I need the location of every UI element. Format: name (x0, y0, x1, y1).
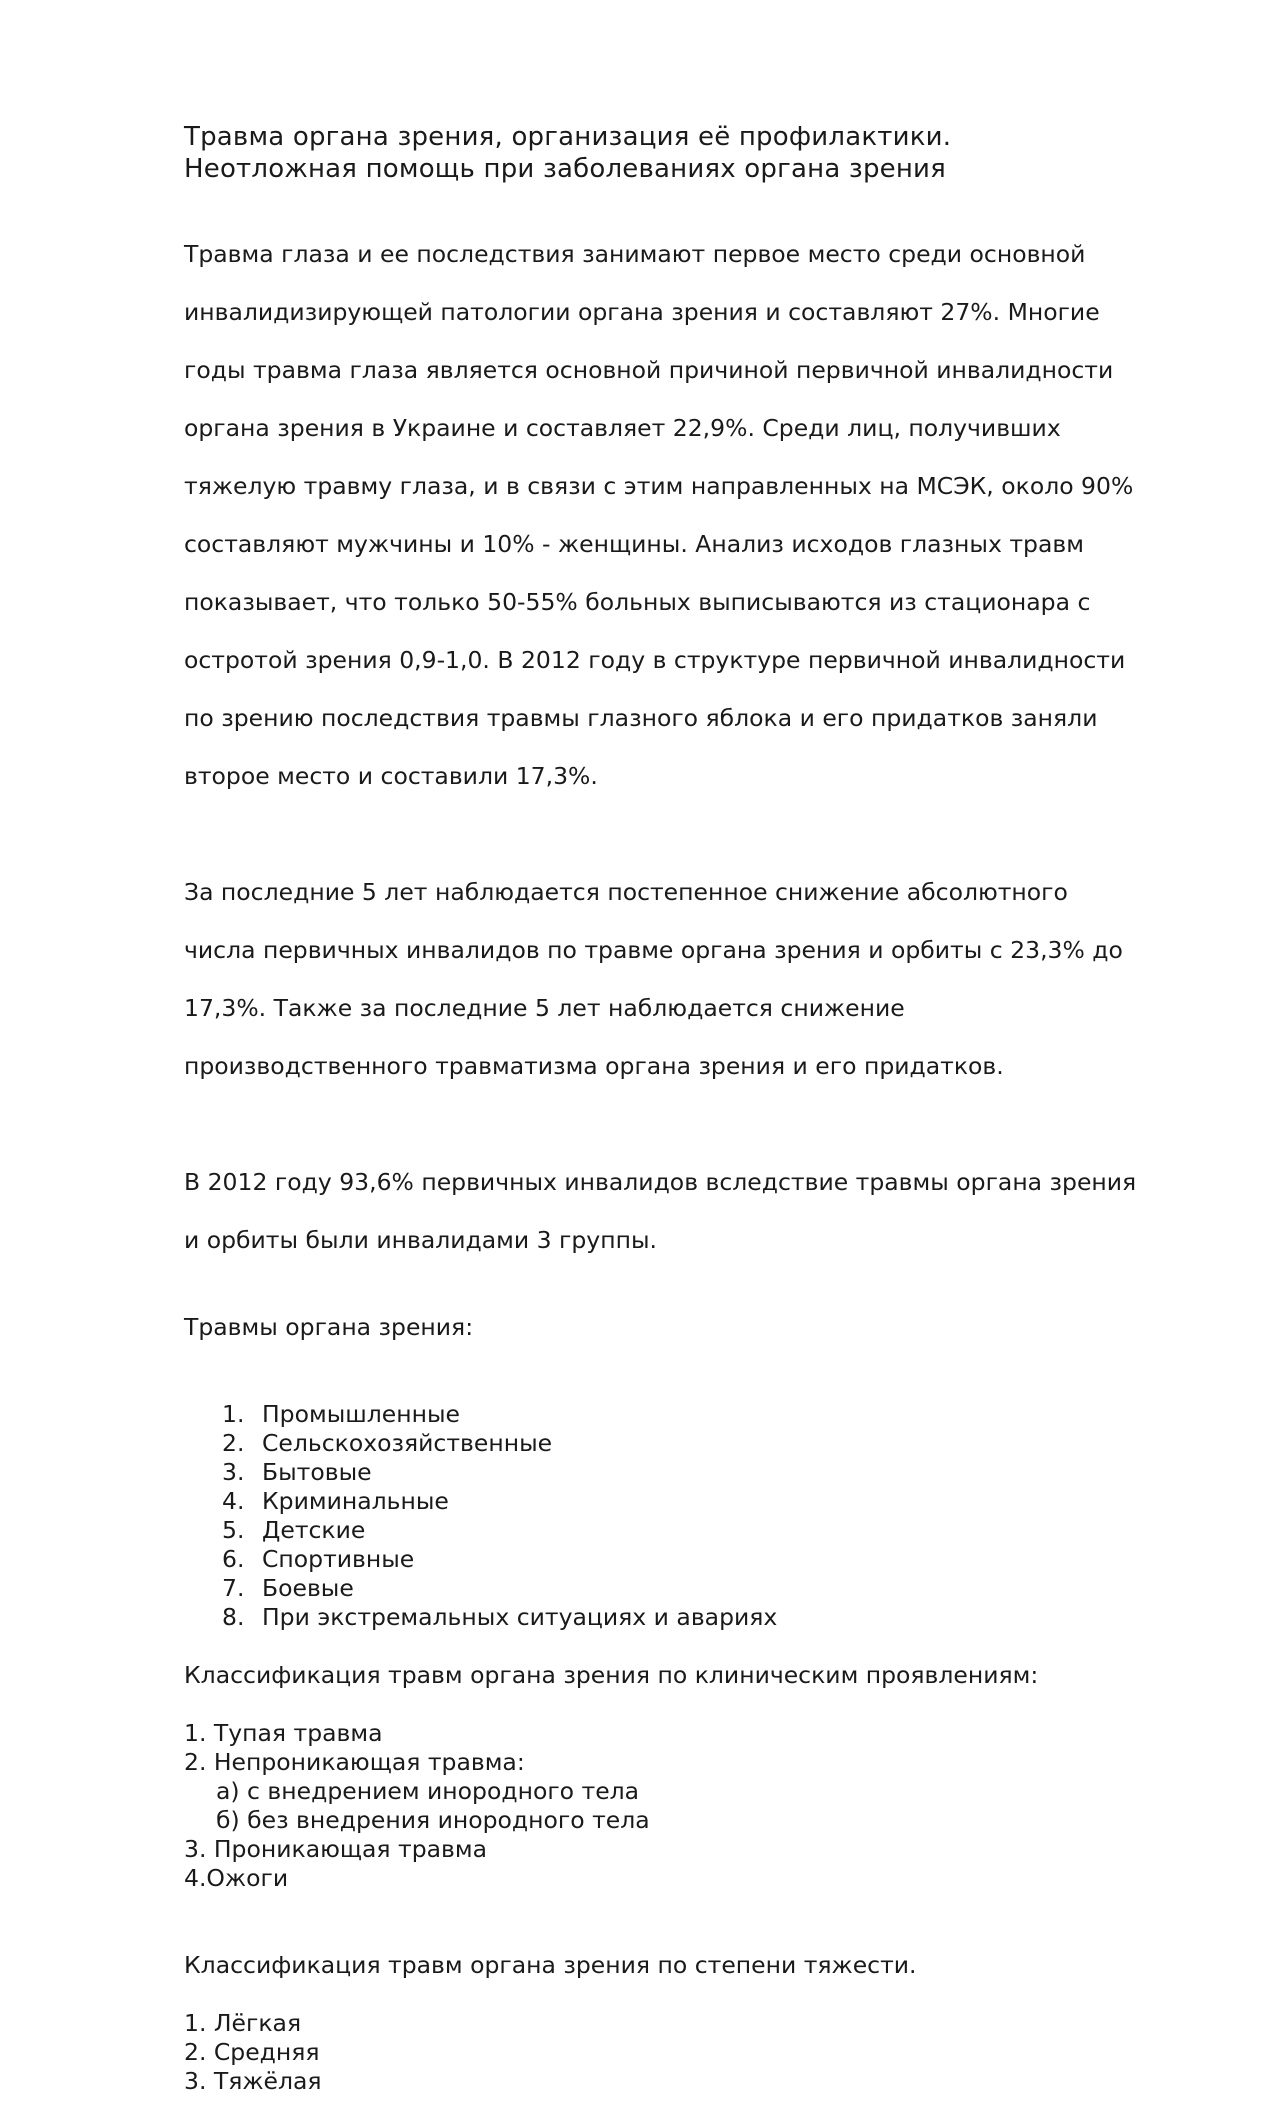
list-item: 1. Промышленные (222, 1400, 460, 1428)
list-item: 1. Лёгкая (184, 2009, 302, 2037)
paragraph-3 (184, 1139, 1204, 1284)
severity-classification-heading: Классификация травм органа зрения по степени тяжести. (184, 1951, 917, 1979)
list-subitem: а) с внедрением инородного тела (216, 1777, 640, 1805)
paragraph-line: инвалидизирующей патологии органа зрения и составляют 27%. Многие (184, 298, 1100, 326)
paragraph-1 (184, 211, 1204, 820)
paragraph-2 (184, 849, 1204, 1110)
document-title (184, 121, 1204, 185)
paragraph-line: и орбиты были инвалидами 3 группы. (184, 1226, 657, 1254)
paragraph-line: составляют мужчины и 10% - женщины. Анализ исходов глазных травм (184, 530, 1084, 558)
trauma-types-heading: Травмы органа зрения: (184, 1313, 474, 1341)
clinical-classification-list (184, 1719, 1204, 1893)
list-item: 2. Сельскохозяйственные (222, 1429, 553, 1457)
title-line-1: Травма органа зрения, организация её профилактики. (184, 122, 952, 152)
list-item: 2. Средняя (184, 2038, 320, 2066)
title-line-2: Неотложная помощь при заболеваниях органа зрения (184, 154, 946, 184)
trauma-types-list (184, 1400, 1204, 1632)
list-item: 5. Детские (222, 1516, 366, 1544)
paragraph-line: В 2012 году 93,6% первичных инвалидов вследствие травмы органа зрения (184, 1168, 1137, 1196)
list-item: 3. Тяжёлая (184, 2067, 322, 2095)
document-page (184, 121, 1204, 2125)
paragraph-line: 17,3%. Также за последние 5 лет наблюдается снижение (184, 994, 905, 1022)
list-subitem: б) без внедрения инородного тела (216, 1806, 650, 1834)
list-item: 1. Тупая травма (184, 1719, 383, 1747)
paragraph-line: Травма глаза и ее последствия занимают первое место среди основной (184, 240, 1086, 268)
paragraph-line: тяжелую травму глаза, и в связи с этим направленных на МСЭК, около 90% (184, 472, 1134, 500)
list-item: 8. При экстремальных ситуациях и авариях (222, 1603, 778, 1631)
paragraph-line: второе место и составили 17,3%. (184, 762, 598, 790)
severity-classification-list (184, 2009, 1204, 2096)
list-item: 2. Непроникающая травма: (184, 1748, 525, 1776)
paragraph-line: За последние 5 лет наблюдается постепенное снижение абсолютного (184, 878, 1068, 906)
list-item: 3. Бытовые (222, 1458, 372, 1486)
list-item: 6. Спортивные (222, 1545, 415, 1573)
clinical-classification-heading: Классификация травм органа зрения по клиническим проявлениям: (184, 1661, 1039, 1689)
list-item: 4.Ожоги (184, 1864, 289, 1892)
paragraph-line: производственного травматизма органа зрения и его придатков. (184, 1052, 1004, 1080)
paragraph-line: по зрению последствия травмы глазного яблока и его придатков заняли (184, 704, 1098, 732)
list-item: 7. Боевые (222, 1574, 354, 1602)
paragraph-line: остротой зрения 0,9-1,0. В 2012 году в структуре первичной инвалидности (184, 646, 1126, 674)
paragraph-line: органа зрения в Украине и составляет 22,9%. Среди лиц, получивших (184, 414, 1061, 442)
paragraph-line: годы травма глаза является основной причиной первичной инвалидности (184, 356, 1114, 384)
paragraph-line: числа первичных инвалидов по травме органа зрения и орбиты с 23,3% до (184, 936, 1123, 964)
paragraph-line: показывает, что только 50-55% больных выписываются из стационара с (184, 588, 1091, 616)
list-item: 3. Проникающая травма (184, 1835, 487, 1863)
list-item: 4. Криминальные (222, 1487, 449, 1515)
